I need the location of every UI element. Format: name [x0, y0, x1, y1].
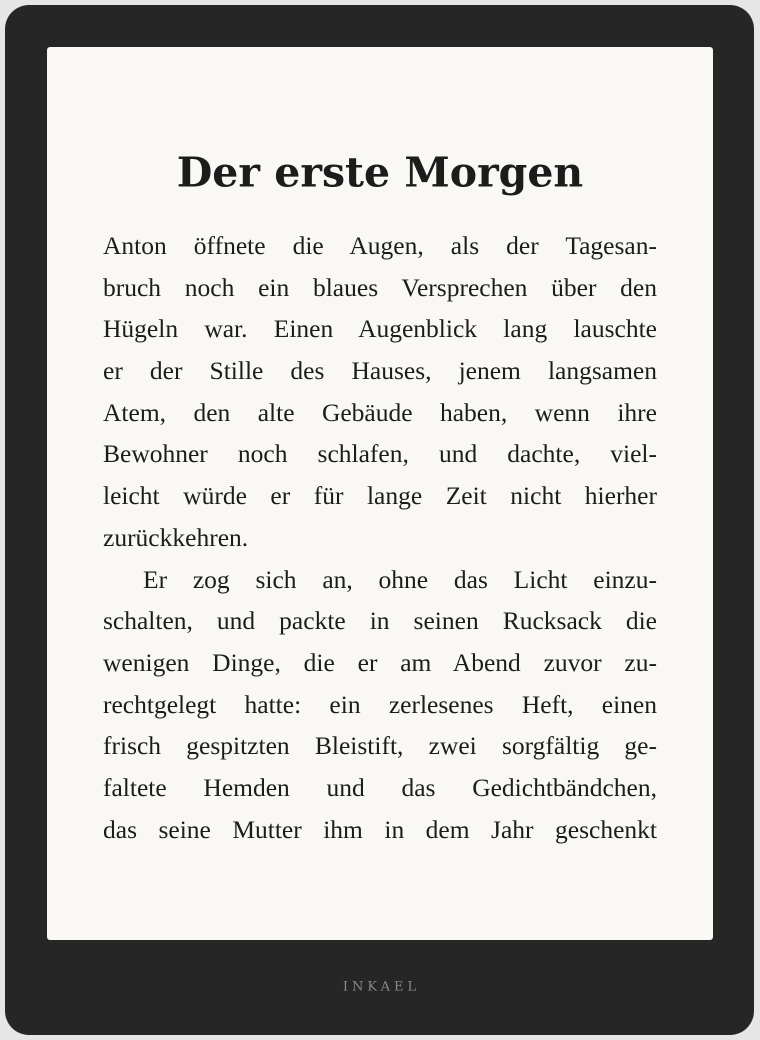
- brand-logo: INKAEL: [342, 979, 421, 995]
- text-line: Er zog sich an, ohne das Licht einzu-: [143, 564, 657, 594]
- text-line: frisch gespitzten Bleistift, zwei sorgfältig ge-: [103, 731, 657, 761]
- text-line: wenigen Dinge, die er am Abend zuvor zu-: [103, 647, 657, 677]
- text-line: bruch noch ein blaues Versprechen über den: [103, 272, 657, 302]
- text-line: Anton öffnete die Augen, als der Tagesan-: [103, 231, 657, 260]
- text-line: faltete Hemden und das Gedichtbändchen,: [103, 772, 657, 802]
- paragraph-1: [103, 225, 657, 559]
- text-line: rechtgelegt hatte: ein zerlesenes Heft, einen: [103, 689, 657, 719]
- text-line: zurückkehren.: [103, 522, 249, 552]
- reading-screen[interactable]: [47, 47, 713, 940]
- ereader-device: [5, 5, 754, 1035]
- text-line: schalten, und packte in seinen Rucksack die: [103, 606, 657, 636]
- text-line: Atem, den alte Gebäude haben, wenn ihre: [103, 397, 657, 427]
- text-line: Hügeln war. Einen Augenblick lang lauschte: [103, 314, 657, 344]
- text-line: Bewohner noch schlafen, und dachte, viel-: [103, 439, 657, 469]
- chapter-title: Der erste Morgen: [176, 148, 584, 197]
- page-text: [103, 225, 657, 850]
- text-line: er der Stille des Hauses, jenem langsamen: [103, 356, 657, 386]
- text-line: das seine Mutter ihm in dem Jahr geschenkt: [103, 814, 657, 844]
- paragraph-2: [103, 559, 657, 851]
- text-line: leicht würde er für lange Zeit nicht hierher: [103, 481, 657, 511]
